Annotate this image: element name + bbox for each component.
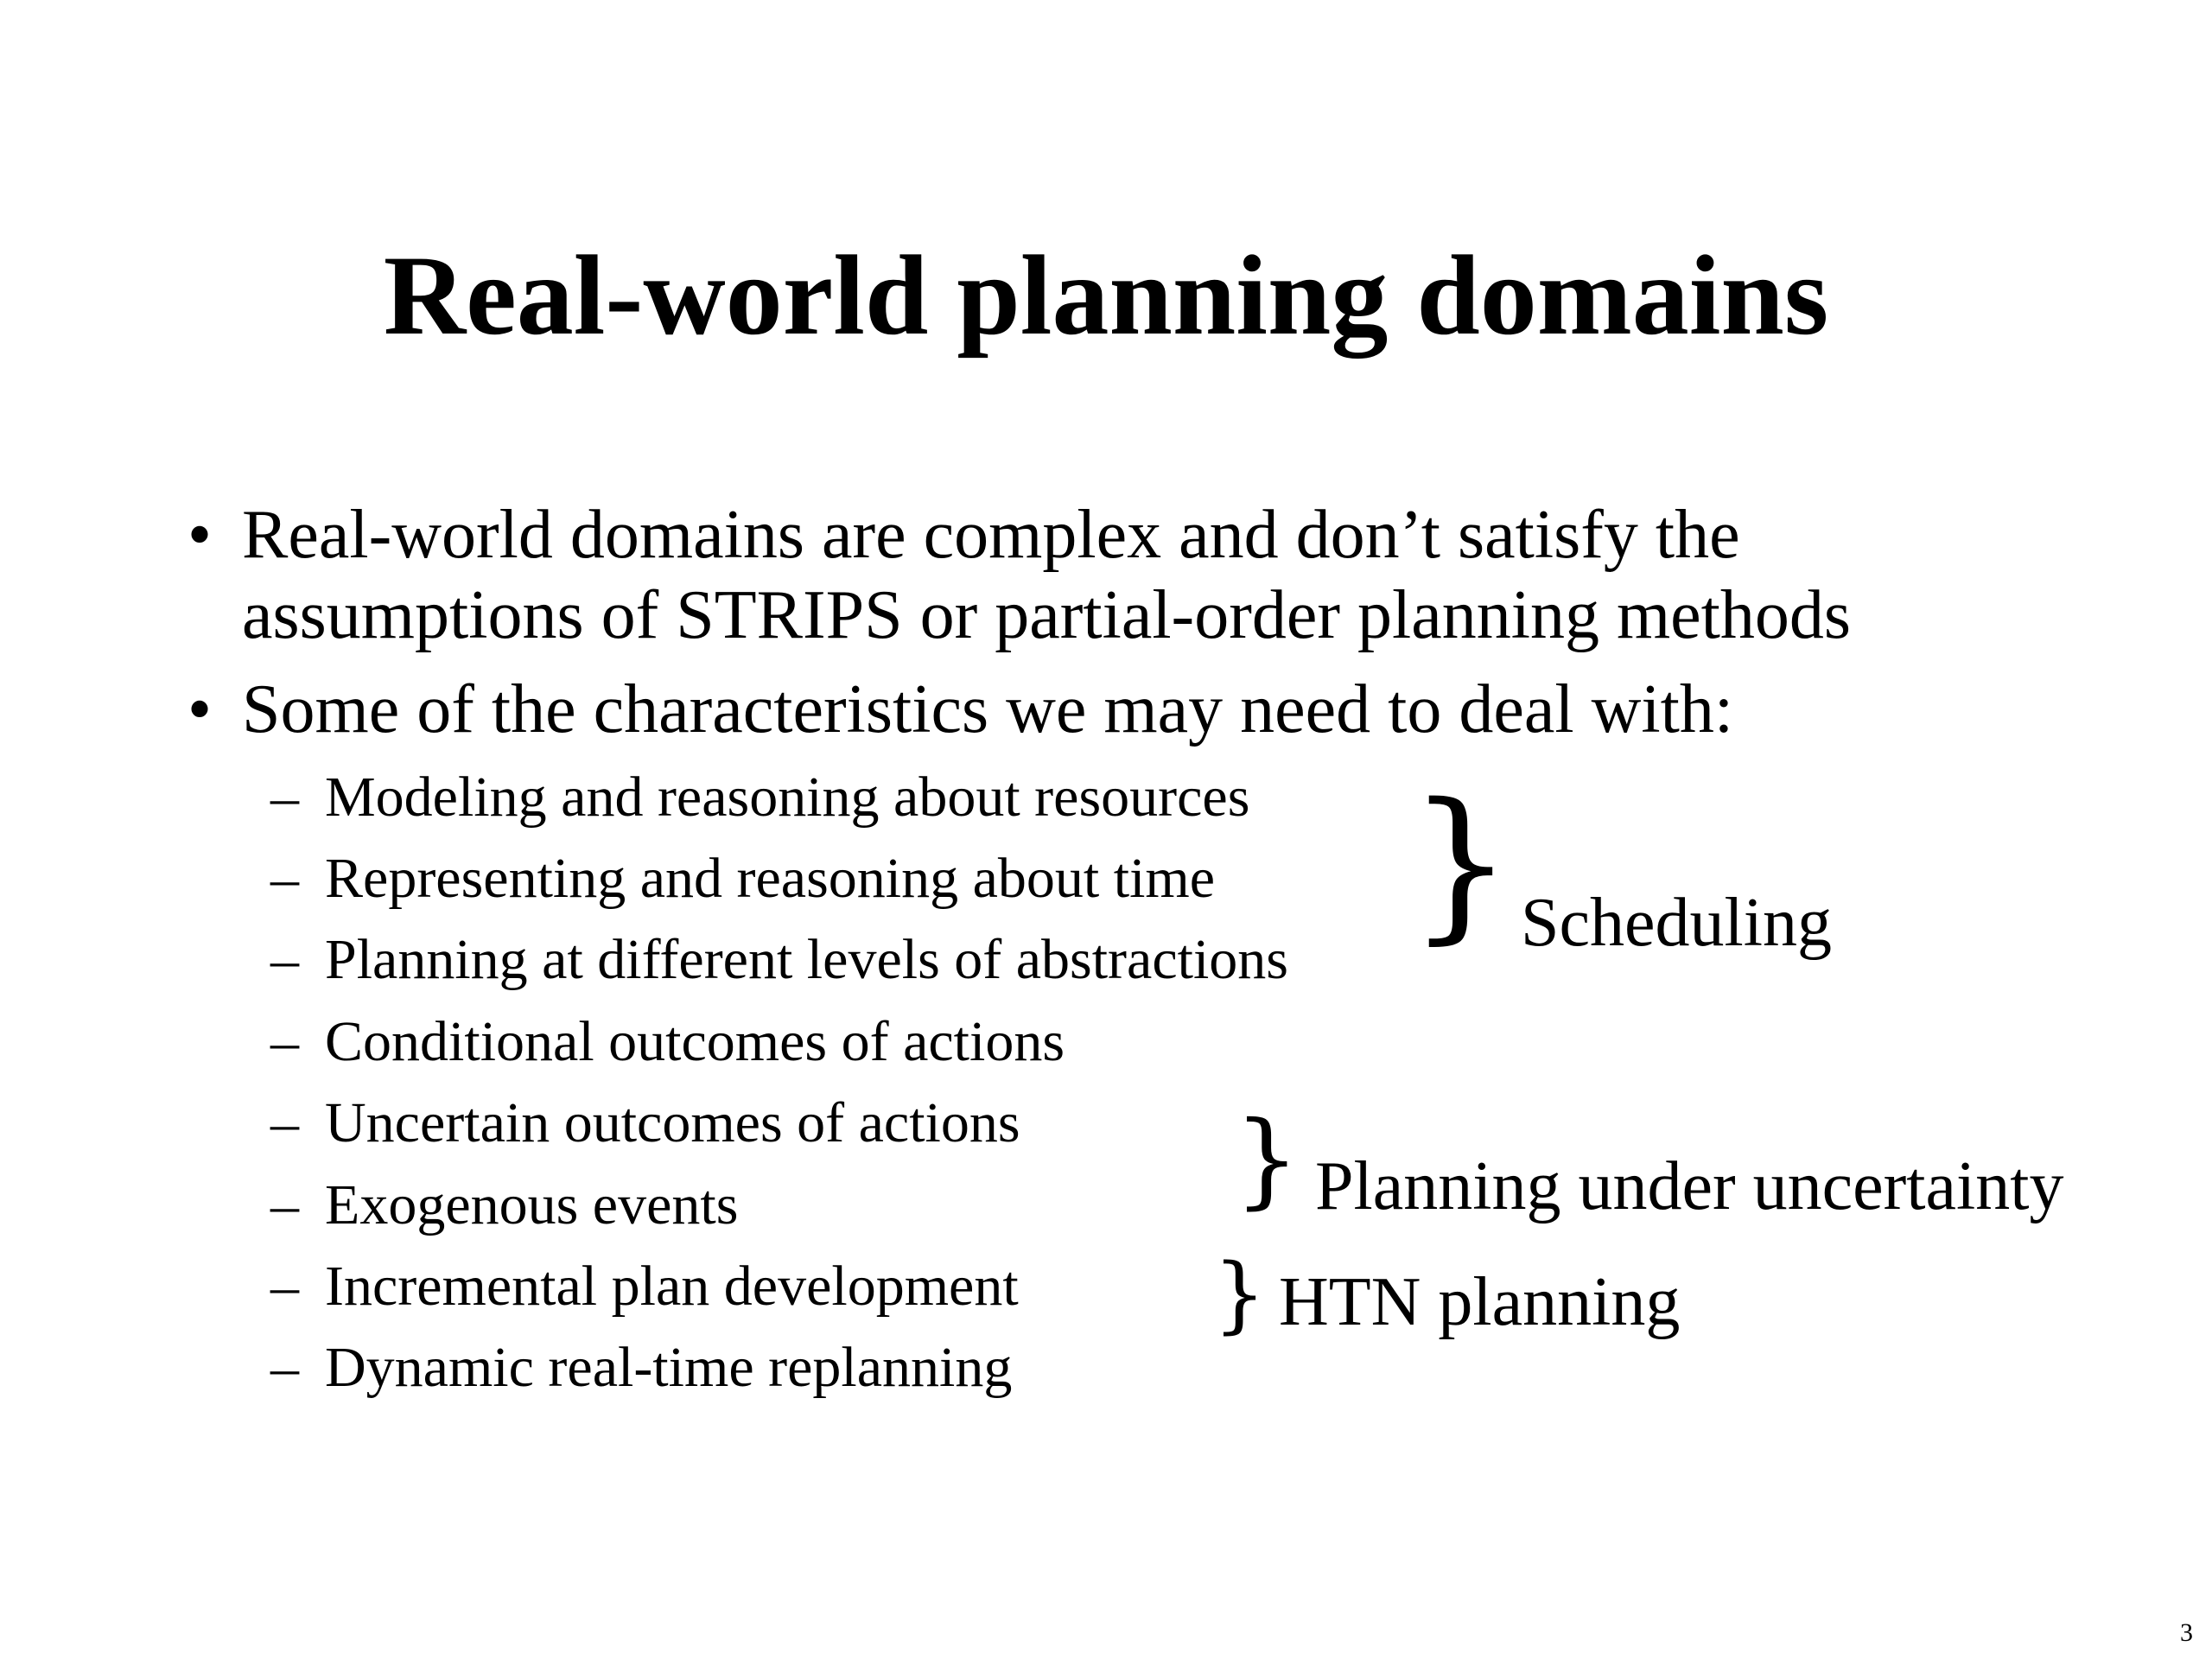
sub-item-dash: – — [270, 1336, 299, 1399]
page-number: 3 — [2180, 1618, 2193, 1647]
scheduling-brace: } — [1408, 768, 1513, 959]
bullet-1-line-1: Real-world domains are complex and don’t satisfy the — [242, 497, 1740, 573]
sub-item-conditional: Conditional outcomes of actions — [325, 1010, 1065, 1073]
sub-item-uncertain: Uncertain outcomes of actions — [325, 1091, 1020, 1154]
sub-item-dash: – — [270, 1173, 299, 1236]
slide-title: Real-world planning domains — [383, 232, 1829, 359]
htn-brace: } — [1213, 1246, 1267, 1343]
bullet-marker: • — [188, 497, 213, 573]
sub-item-dash: – — [270, 1255, 299, 1318]
sub-item-dash: – — [270, 766, 299, 829]
sub-item-dash: – — [270, 1091, 299, 1154]
bullet-marker: • — [188, 671, 213, 747]
sub-item-incremental: Incremental plan development — [325, 1255, 1019, 1318]
sub-item-dash: – — [270, 928, 299, 991]
bullet-1-line-2: assumptions of STRIPS or partial-order planning methods — [242, 577, 1852, 653]
bullet-2-line-1: Some of the characteristics we may need to deal with: — [242, 671, 1734, 747]
sub-item-time: Representing and reasoning about time — [325, 847, 1216, 910]
uncertainty-brace: } — [1234, 1100, 1300, 1220]
htn-label: HTN planning — [1279, 1264, 1681, 1340]
sub-item-replanning: Dynamic real-time replanning — [325, 1336, 1013, 1399]
sub-item-abstractions: Planning at different levels of abstractions — [325, 928, 1288, 991]
uncertainty-label: Planning under uncertainty — [1315, 1148, 2064, 1224]
sub-item-dash: – — [270, 1010, 299, 1073]
sub-item-dash: – — [270, 847, 299, 910]
sub-item-exogenous: Exogenous events — [325, 1173, 739, 1236]
scheduling-label: Scheduling — [1521, 885, 1832, 961]
sub-item-resources: Modeling and reasoning about resources — [325, 766, 1250, 829]
